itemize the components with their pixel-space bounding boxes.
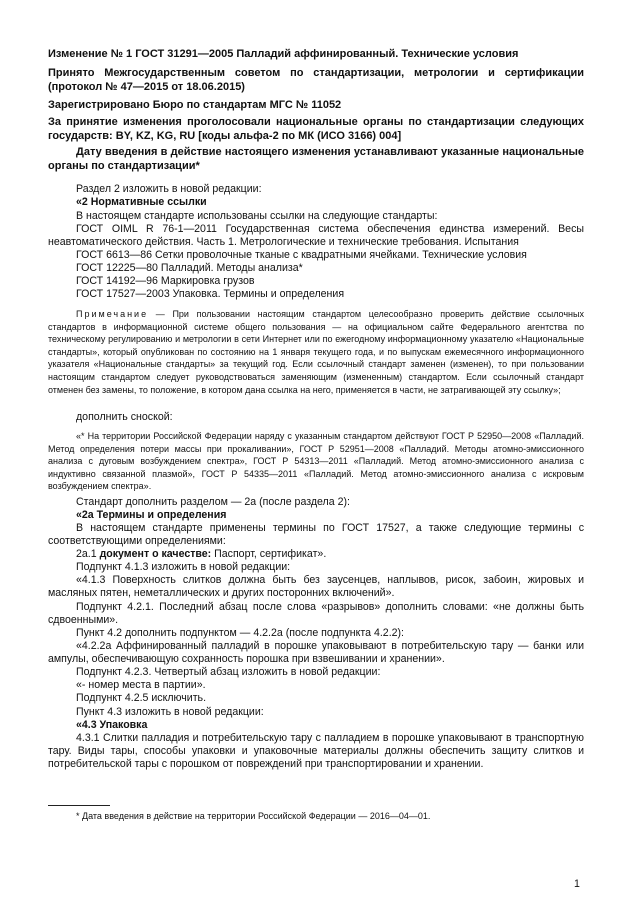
amendment-title: Изменение № 1 ГОСТ 31291—2005 Палладий аффинированный. Технические условия — [48, 48, 519, 60]
paragraph: дополнить сноской: — [76, 411, 173, 423]
paragraph: Раздел 2 изложить в новой редакции: — [76, 183, 262, 195]
registration-line: Зарегистрировано Бюро по стандартам МГС № 11052 — [48, 99, 342, 111]
paragraph: Подпункт 4.2.1. Последний абзац после слова «разрывов» дополнить словами: «не должны быть сдвоенными». — [48, 601, 584, 626]
note-paragraph — [48, 308, 584, 396]
voting-line: За принятие изменения проголосовали национальные органы по стандартизации следующих государств: BY, KZ, KG, RU [коды альфа-2 по МК (ИСО 3166) 004] — [48, 116, 584, 142]
reference-item: ГОСТ 12225—80 Палладий. Методы анализа* — [76, 262, 303, 274]
term-definition — [48, 548, 584, 561]
reference-item: ГОСТ 14192—96 Маркировка грузов — [76, 275, 255, 287]
note-label: Примечание — [76, 309, 149, 319]
paragraph: «4.2.2а Аффинированный палладий в порошке упаковывают в потребительскую тару — банки или ампулы, обеспечивающую сохранность порошка при взвешивании и хранении». — [48, 640, 584, 665]
paragraph: В настоящем стандарте применены термины по ГОСТ 17527, а также следующие термины с соответствующими определениями: — [48, 522, 584, 547]
page-footnote: * Дата введения в действие на территории Российской Федерации — 2016—04—01. — [76, 811, 431, 821]
paragraph: Подпункт 4.1.3 изложить в новой редакции: — [76, 561, 291, 573]
footnote-divider — [48, 805, 110, 806]
term-number: 2а.1 — [76, 548, 100, 560]
reference-item: ГОСТ 6613—86 Сетки проволочные тканые с квадратными ячейками. Технические условия — [76, 249, 527, 261]
term: документ о качестве: — [99, 548, 212, 560]
note-text: — При пользовании настоящим стандартом целесообразно проверить действие ссылочных стандартов в информационной системе общего пользования — на официальном сайте Федерального агентства по техническому регулированию и метрологии в сети Интернет или по ежегодному информационному указателю «Национальные стандарты», который опубликован по состоянию на 1 января текущего года, и по выпускам ежемесячного информационного указателя «Национальные стандарты» за текущий год. Если ссылочный стандарт заменен (изменен), то при пользовании настоящим стандартом следует руководствоваться заменяющим (измененным) стандартом. Если ссылочный стандарт отменен без замены, то положение, в котором дана ссылка на него, применяется в части, не затрагивающей эту ссылку»; — [48, 309, 584, 395]
paragraph: Пункт 4.2 дополнить подпунктом — 4.2.2а (после подпункта 4.2.2): — [76, 627, 404, 639]
paragraph: Подпункт 4.2.5 исключить. — [76, 692, 207, 704]
paragraph: Пункт 4.3 изложить в новой редакции: — [76, 706, 264, 718]
definition: Паспорт, сертификат». — [211, 548, 327, 560]
section-heading: «4.3 Упаковка — [76, 719, 148, 731]
paragraph: «4.1.3 Поверхность слитков должна быть без заусенцев, наплывов, рисок, забоин, жировых и масляных пятен, неметаллических и других посторонних включений». — [48, 574, 584, 599]
reference-item: ГОСТ 17527—2003 Упаковка. Термины и определения — [76, 288, 345, 300]
section-heading: «2 Нормативные ссылки — [76, 196, 207, 208]
reference-item: ГОСТ OIML R 76-1—2011 Государственная система обеспечения единства измерений. Весы неавтоматического действия. Часть 1. Метрологические и технические требования. Испытания — [48, 223, 584, 248]
paragraph: «- номер места в партии». — [76, 679, 206, 691]
effective-date-line: Дату введения в действие настоящего изменения устанавливают указанные национальные органы по стандартизации* — [48, 146, 584, 172]
section-heading: «2а Термины и определения — [76, 509, 227, 521]
paragraph: Стандарт дополнить разделом — 2а (после раздела 2): — [76, 496, 350, 508]
paragraph: 4.3.1 Слитки палладия и потребительскую тару с палладием в порошке упаковывают в транспортную тару. Виды тары, способы упаковки и упаковочные материалы должны обеспечить защиту слитков и потребительской тары с порошком от повреждений при транспортировании и хранении. — [48, 732, 584, 770]
adoption-line: Принято Межгосударственным советом по стандартизации, метрологии и сертификации (протокол № 47—2015 от 18.06.2015) — [48, 67, 584, 93]
added-footnote: «* На территории Российской Федерации наряду с указанным стандартом действуют ГОСТ Р 52950—2008 «Палладий. Метод определения потери массы при прокаливании», ГОСТ Р 52951—2008 «Палладий. Методы атомно-эмиссионного анализа с дуговым возбуждением спектра», ГОСТ Р 54313—2011 «Палладий. Метод атомно-эмиссионного анализа с индуктивно связанной плазмой», ГОСТ Р 54335—2011 «Палладий. Метод атомно-эмиссионного анализа с искровым возбуждением спектра». — [48, 431, 584, 492]
paragraph: Подпункт 4.2.3. Четвертый абзац изложить в новой редакции: — [76, 666, 381, 678]
page-number: 1 — [574, 878, 580, 890]
paragraph: В настоящем стандарте использованы ссылки на следующие стандарты: — [76, 210, 438, 222]
